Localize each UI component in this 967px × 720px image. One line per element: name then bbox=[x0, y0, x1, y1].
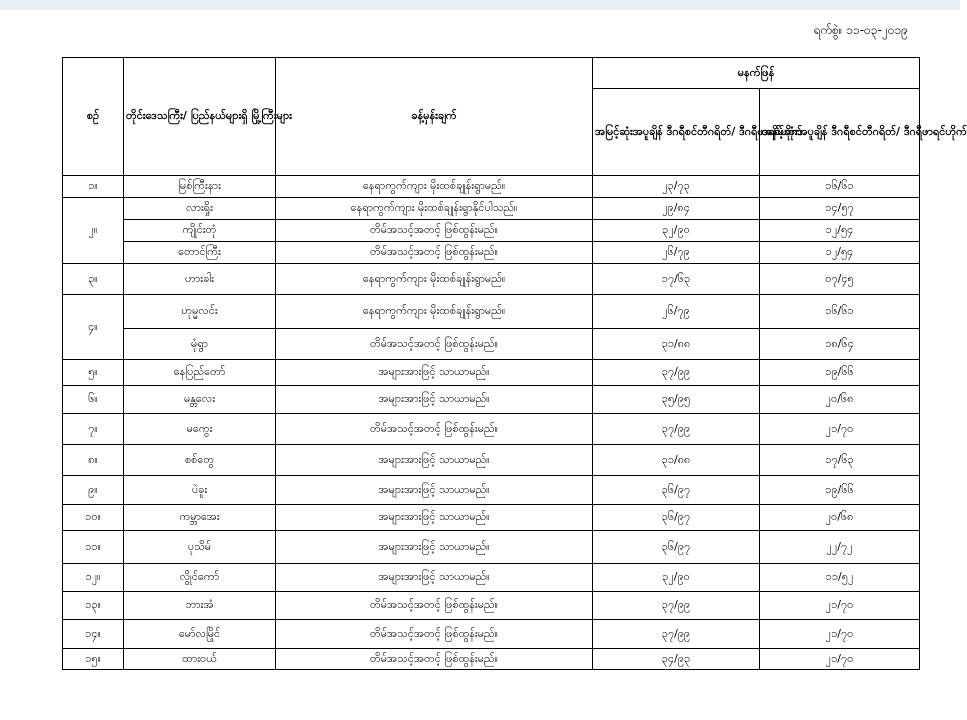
table-row bbox=[63, 564, 920, 592]
top-band bbox=[0, 0, 960, 10]
row-no: ၁။ bbox=[63, 176, 124, 198]
header-region: တိုင်းဒေသကြီး/ ပြည်နယ်များရှိ မြို့ကြီးများ bbox=[124, 58, 276, 176]
table-row bbox=[63, 198, 920, 220]
row-min-temp: ၁၉/၆၆ bbox=[760, 476, 920, 505]
header-temperature: မနက်ဖြန် bbox=[593, 58, 920, 89]
row-city: လားရှိုး bbox=[124, 198, 276, 220]
row-forecast: တိမ်အသင့်အတင့် ဖြစ်ထွန်းမည်။ bbox=[276, 242, 593, 264]
row-forecast: တိမ်အသင့်အတင့် ဖြစ်ထွန်းမည်။ bbox=[276, 329, 593, 360]
table-row bbox=[63, 620, 920, 649]
row-max-temp: ၃၅/၉၅ bbox=[593, 386, 760, 414]
row-min-temp: ၁၇/၆၃ bbox=[760, 445, 920, 476]
row-forecast: နေရာကွက်ကျား မိုးထစ်ချုန်းရွာနိုင်ပါသည်။ bbox=[276, 198, 593, 220]
row-min-temp: ၂၁/၇၀ bbox=[760, 649, 920, 670]
row-max-temp: ၃၇/၉၉ bbox=[593, 620, 760, 649]
row-forecast: အများအားဖြင့် သာယာမည်။ bbox=[276, 445, 593, 476]
row-city: စစ်တွေ bbox=[124, 445, 276, 476]
table-row bbox=[63, 414, 920, 445]
row-forecast: နေရာကွက်ကျား မိုးထစ်ချုန်းရွာမည်။ bbox=[276, 176, 593, 198]
row-min-temp: ၁၆/၆၁ bbox=[760, 176, 920, 198]
row-min-temp: ၂၂/၇၂ bbox=[760, 531, 920, 564]
row-max-temp: ၃၁/၈၈ bbox=[593, 329, 760, 360]
row-city: မော်လမြိုင် bbox=[124, 620, 276, 649]
table-row bbox=[63, 445, 920, 476]
row-max-temp: ၂၉/၈၄ bbox=[593, 198, 760, 220]
row-city: မုံရွာ bbox=[124, 329, 276, 360]
row-min-temp: ၂၁/၇၀ bbox=[760, 620, 920, 649]
header-no: စဉ် bbox=[63, 58, 124, 176]
row-min-temp: ၁၈/၆၄ bbox=[760, 329, 920, 360]
row-min-temp: ၁၆/၆၁ bbox=[760, 295, 920, 329]
row-city: မန္တလေး bbox=[124, 386, 276, 414]
row-forecast: တိမ်အသင့်အတင့် ဖြစ်ထွန်းမည်။ bbox=[276, 592, 593, 620]
header-row-1 bbox=[63, 58, 920, 89]
row-forecast: တိမ်အသင့်အတင့် ဖြစ်ထွန်းမည်။ bbox=[276, 620, 593, 649]
row-forecast: အများအားဖြင့် သာယာမည်။ bbox=[276, 476, 593, 505]
table-row bbox=[63, 329, 920, 360]
row-city: ပဲခူး bbox=[124, 476, 276, 505]
row-city: နေပြည်တော် bbox=[124, 360, 276, 386]
row-no: ၂။ bbox=[63, 198, 124, 264]
row-no: ၁၃။ bbox=[63, 592, 124, 620]
row-forecast: အများအားဖြင့် သာယာမည်။ bbox=[276, 531, 593, 564]
header-max-temp: အမြင့်ဆုံးအပူချိန် ဒီဂရီစင်တီဂရိတ်/ ဒီဂရီဖာရင်ဟိုက် bbox=[593, 89, 760, 176]
row-no: ၁၅။ bbox=[63, 649, 124, 670]
row-min-temp: ၂၀/၆၈ bbox=[760, 386, 920, 414]
row-min-temp: ၂၀/၆၈ bbox=[760, 505, 920, 531]
table-row bbox=[63, 220, 920, 242]
row-city: မကွေး bbox=[124, 414, 276, 445]
row-min-temp: ၀၇/၄၅ bbox=[760, 264, 920, 295]
table-row bbox=[63, 264, 920, 295]
weather-forecast-table bbox=[62, 57, 967, 670]
row-no: ၁၂။ bbox=[63, 564, 124, 592]
row-forecast: တိမ်အသင့်အတင့် ဖြစ်ထွန်းမည်။ bbox=[276, 220, 593, 242]
report-date: ရက်စွဲ။ ၁၁-၀၃-၂၀၁၉ bbox=[813, 23, 908, 37]
row-no: ၃။ bbox=[63, 264, 124, 295]
table-row bbox=[63, 386, 920, 414]
row-city: ဘားအံ bbox=[124, 592, 276, 620]
row-no: ၄။ bbox=[63, 295, 124, 360]
row-forecast: တိမ်အသင့်အတင့် ဖြစ်ထွန်းမည်။ bbox=[276, 649, 593, 670]
table-row bbox=[63, 476, 920, 505]
row-min-temp: ၁၉/၆၆ bbox=[760, 360, 920, 386]
table-row bbox=[63, 295, 920, 329]
row-min-temp: ၂၁/၇၀ bbox=[760, 414, 920, 445]
row-city: တောင်ကြီး bbox=[124, 242, 276, 264]
row-no: ၅။ bbox=[63, 360, 124, 386]
row-city: ကမ္ဘာအေး bbox=[124, 505, 276, 531]
table-row bbox=[63, 242, 920, 264]
row-forecast: နေရာကွက်ကျား မိုးထစ်ချုန်းရွာမည်။ bbox=[276, 295, 593, 329]
table-row bbox=[63, 360, 920, 386]
row-forecast: အများအားဖြင့် သာယာမည်။ bbox=[276, 386, 593, 414]
row-no: ၇။ bbox=[63, 414, 124, 445]
row-min-temp: ၁၂/၅၄ bbox=[760, 220, 920, 242]
row-no: ၉။ bbox=[63, 476, 124, 505]
row-max-temp: ၂၃/၇၃ bbox=[593, 176, 760, 198]
row-forecast: နေရာကွက်ကျား မိုးထစ်ချုန်းရွာမည်။ bbox=[276, 264, 593, 295]
row-min-temp: ၂၁/၇၀ bbox=[760, 592, 920, 620]
row-max-temp: ၃၆/၉၇ bbox=[593, 505, 760, 531]
row-city: ဟုမ္မလင်း bbox=[124, 295, 276, 329]
row-max-temp: ၃၂/၉၀ bbox=[593, 564, 760, 592]
row-max-temp: ၃၄/၉၃ bbox=[593, 649, 760, 670]
row-max-temp: ၃၆/၉၇ bbox=[593, 476, 760, 505]
row-no: ၁၄။ bbox=[63, 620, 124, 649]
table-row bbox=[63, 592, 920, 620]
row-max-temp: ၃၇/၉၉ bbox=[593, 360, 760, 386]
row-forecast: အများအားဖြင့် သာယာမည်။ bbox=[276, 360, 593, 386]
table-row bbox=[63, 649, 920, 670]
row-max-temp: ၂၆/၇၉ bbox=[593, 242, 760, 264]
row-forecast: အများအားဖြင့် သာယာမည်။ bbox=[276, 505, 593, 531]
row-min-temp: ၁၂/၅၄ bbox=[760, 242, 920, 264]
row-city: လွိုင်ကော် bbox=[124, 564, 276, 592]
row-city: ကျိုင်းတုံ bbox=[124, 220, 276, 242]
row-forecast: အများအားဖြင့် သာယာမည်။ bbox=[276, 564, 593, 592]
table-row bbox=[63, 505, 920, 531]
row-max-temp: ၃၂/၉၀ bbox=[593, 220, 760, 242]
row-no: ၁၁။ bbox=[63, 531, 124, 564]
row-min-temp: ၁၄/၅၇ bbox=[760, 198, 920, 220]
table-row bbox=[63, 176, 920, 198]
row-no: ၆။ bbox=[63, 386, 124, 414]
row-max-temp: ၂၆/၇၉ bbox=[593, 295, 760, 329]
table-row bbox=[63, 531, 920, 564]
row-city: ထားဝယ် bbox=[124, 649, 276, 670]
row-min-temp: ၁၁/၅၂ bbox=[760, 564, 920, 592]
row-city: ပုသိမ် bbox=[124, 531, 276, 564]
row-max-temp: ၁၇/၆၃ bbox=[593, 264, 760, 295]
row-no: ၈။ bbox=[63, 445, 124, 476]
header-min-temp: အနိမ့်ဆုံးအပူချိန် ဒီဂရီစင်တီဂရိတ်/ ဒီဂရီဖာရင်ဟိုက် bbox=[760, 89, 920, 176]
row-city: ဟားခါး bbox=[124, 264, 276, 295]
row-forecast: တိမ်အသင့်အတင့် ဖြစ်ထွန်းမည်။ bbox=[276, 414, 593, 445]
row-max-temp: ၃၁/၈၈ bbox=[593, 445, 760, 476]
row-max-temp: ၃၆/၉၇ bbox=[593, 531, 760, 564]
row-city: မြစ်ကြီးနား bbox=[124, 176, 276, 198]
row-no: ၁၀။ bbox=[63, 505, 124, 531]
row-max-temp: ၃၇/၉၉ bbox=[593, 592, 760, 620]
header-forecast: ခန့်မှန်းချက် bbox=[276, 58, 593, 176]
row-max-temp: ၃၇/၉၉ bbox=[593, 414, 760, 445]
